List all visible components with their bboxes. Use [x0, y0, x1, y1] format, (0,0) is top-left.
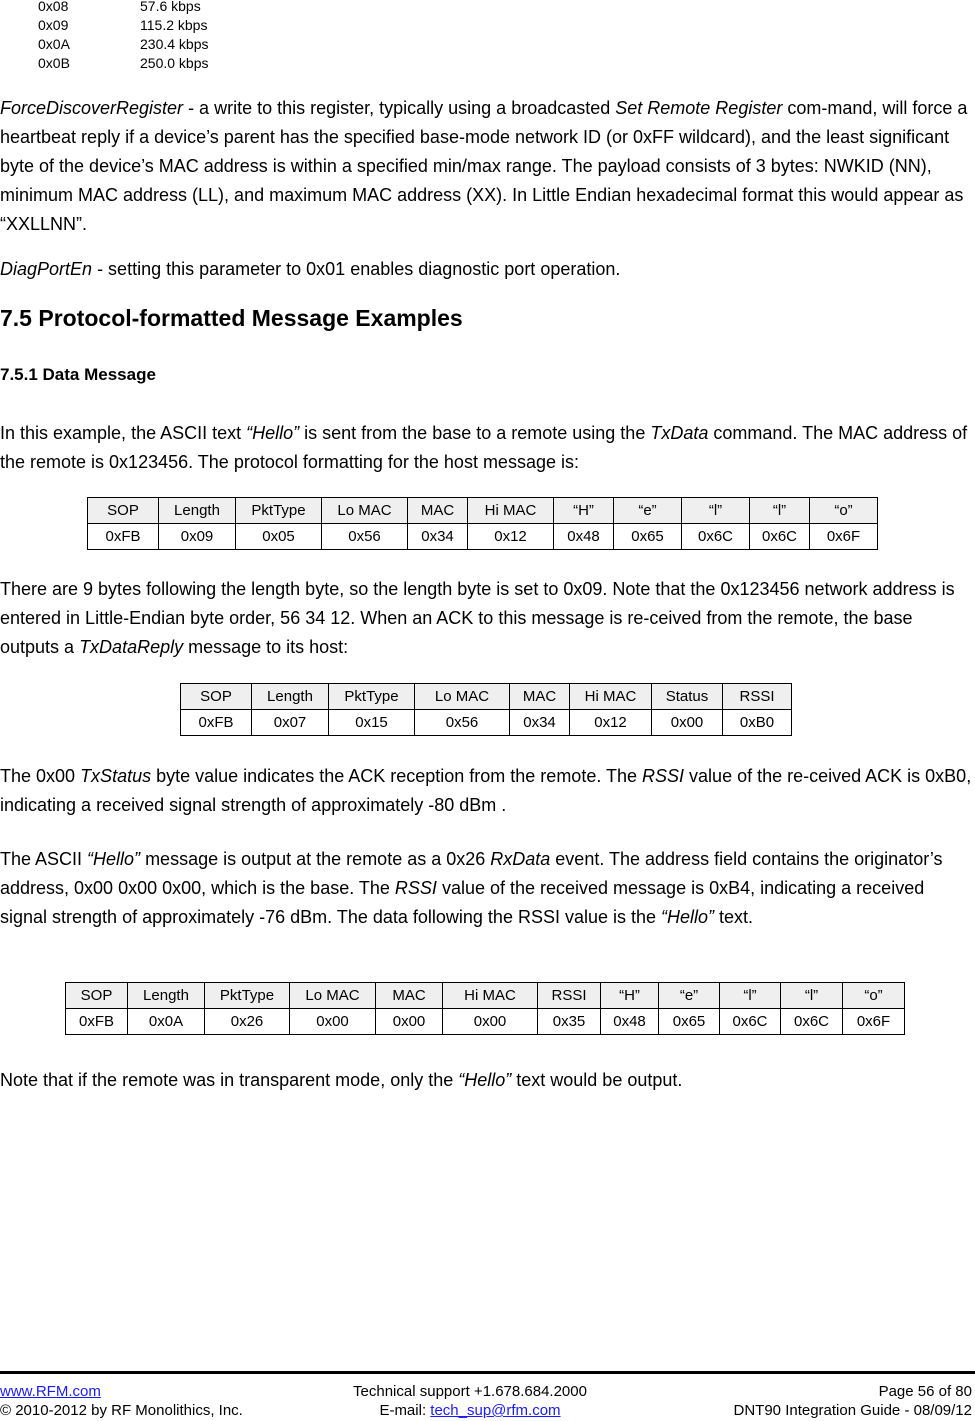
header-cell: Status: [652, 684, 723, 710]
baud-code: 0x08: [38, 0, 69, 14]
header-cell: MAC: [408, 498, 468, 524]
paragraph-txstatus: [0, 762, 972, 820]
text: - a write to this register, typically using a broadcasted: [183, 98, 616, 118]
header-cell: Hi MAC: [468, 498, 554, 524]
header-cell: “H”: [554, 498, 614, 524]
copyright: © 2010-2012 by RF Monolithics, Inc.: [0, 1402, 243, 1419]
header-cell: “e”: [614, 498, 682, 524]
value-cell: 0x48: [554, 524, 614, 550]
website-link[interactable]: www.RFM.com: [0, 1383, 101, 1400]
value-cell: 0x15: [329, 710, 415, 736]
baud-code: 0x09: [38, 17, 69, 33]
term-force-discover-register: ForceDiscoverRegister: [0, 98, 184, 118]
support-phone: Technical support +1.678.684.2000: [353, 1383, 587, 1400]
hello-quote: “Hello”: [458, 1070, 512, 1090]
header-cell: Lo MAC: [290, 983, 376, 1009]
term-rssi: RSSI: [642, 766, 685, 786]
rxdata-packet-table: [65, 982, 905, 1035]
baud-row: [38, 34, 209, 54]
hello-quote: “Hello”: [87, 849, 141, 869]
footer-left: [0, 1382, 243, 1420]
header-cell: “e”: [659, 983, 720, 1009]
baud-row: [38, 53, 209, 73]
text: event. The address field contains the originator’s address, 0x00 0x00 0x00, which is the base. The: [0, 849, 943, 898]
txdata-packet-table: [87, 497, 878, 550]
text: In this example, the ASCII text: [0, 423, 247, 443]
value-cell: 0xFB: [66, 1009, 128, 1035]
header-cell: PktType: [329, 684, 415, 710]
baud-rate: 115.2 kbps: [140, 17, 208, 33]
text: com-mand, will force a heartbeat reply if a device’s parent has the specified base-mode network ID (or 0xFF wildcard), and the least significant byte of the device’s MAC address is within a specified min/max range. The payload consists of 3 bytes: NWKID (NN), minimum MAC address (LL), and maximum MAC address (XX). In Little Endian hexadecimal format this would appear as “XXLLNN”.: [0, 98, 968, 234]
text: message to its host:: [183, 637, 349, 657]
diag-port-paragraph: [0, 255, 972, 284]
value-cell: 0x65: [614, 524, 682, 550]
value-cell: 0x00: [376, 1009, 443, 1035]
subsection-title: 7.5.1 Data Message: [0, 365, 156, 384]
baud-row: [38, 0, 201, 16]
paragraph-length-explanation: [0, 575, 972, 662]
email-link[interactable]: tech_sup@rfm.com: [430, 1402, 561, 1419]
value-cell: 0x26: [205, 1009, 290, 1035]
paragraph-transparent-mode: [0, 1066, 972, 1095]
email-label: E-mail:: [379, 1402, 431, 1419]
value-cell: 0xB0: [723, 710, 792, 736]
text: Note that if the remote was in transparent mode, only the: [0, 1070, 459, 1090]
header-cell: Lo MAC: [415, 684, 510, 710]
value-cell: 0x56: [415, 710, 510, 736]
header-cell: MAC: [376, 983, 443, 1009]
value-cell: 0x35: [538, 1009, 601, 1035]
header-cell: Hi MAC: [570, 684, 652, 710]
table-value-row: [181, 710, 792, 736]
baud-rate: 250.0 kbps: [140, 55, 209, 71]
table-header-row: [66, 983, 905, 1009]
guide-title: DNT90 Integration Guide - 08/09/12: [733, 1402, 972, 1419]
value-cell: 0x12: [468, 524, 554, 550]
header-cell: PktType: [205, 983, 290, 1009]
table-value-row: [88, 524, 878, 550]
value-cell: 0xFB: [88, 524, 159, 550]
value-cell: 0x34: [408, 524, 468, 550]
value-cell: 0x6F: [810, 524, 878, 550]
baud-row: [38, 15, 207, 35]
header-cell: RSSI: [723, 684, 792, 710]
text: text would be output.: [511, 1070, 683, 1090]
value-cell: 0x00: [652, 710, 723, 736]
value-cell: 0x00: [290, 1009, 376, 1035]
paragraph-intro: [0, 419, 972, 477]
text: text.: [714, 907, 754, 927]
header-cell: MAC: [510, 684, 570, 710]
term-txstatus: TxStatus: [80, 766, 152, 786]
text: is sent from the base to a remote using the: [299, 423, 651, 443]
header-cell: Lo MAC: [322, 498, 408, 524]
header-cell: “H”: [601, 983, 659, 1009]
header-cell: “l”: [750, 498, 810, 524]
term-diag-port-en: DiagPortEn: [0, 259, 93, 279]
value-cell: 0x12: [570, 710, 652, 736]
text: command. The MAC address of the remote is 0x123456. The protocol formatting for the host message is:: [0, 423, 968, 472]
value-cell: 0x05: [236, 524, 322, 550]
table-value-row: [66, 1009, 905, 1035]
baud-rate: 230.4 kbps: [140, 36, 209, 52]
footer-center: [330, 1382, 610, 1420]
page-number: Page 56 of 80: [878, 1383, 972, 1400]
header-cell: “o”: [843, 983, 905, 1009]
value-cell: 0x00: [443, 1009, 538, 1035]
term-txdatareply: TxDataReply: [79, 637, 184, 657]
text: The 0x00: [0, 766, 81, 786]
text: The ASCII: [0, 849, 88, 869]
header-cell: Length: [252, 684, 329, 710]
header-cell: “l”: [781, 983, 843, 1009]
text: There are 9 bytes following the length byte, so the length byte is set to 0x09. Note that the 0x123456 network address is entered in Little-Endian byte order, 56 34 12. When an ACK to this message is re-ceived from the remote, the base outputs a: [0, 579, 955, 657]
value-cell: 0x09: [159, 524, 236, 550]
value-cell: 0x0A: [128, 1009, 205, 1035]
term-set-remote-register: Set Remote Register: [615, 98, 783, 118]
table-header-row: [181, 684, 792, 710]
header-cell: SOP: [66, 983, 128, 1009]
term-txdata: TxData: [650, 423, 709, 443]
header-cell: RSSI: [538, 983, 601, 1009]
value-cell: 0x34: [510, 710, 570, 736]
value-cell: 0x6C: [720, 1009, 781, 1035]
text: byte value indicates the ACK reception from the remote. The: [151, 766, 643, 786]
header-cell: PktType: [236, 498, 322, 524]
text: value of the re-ceived ACK is 0xB0, indicating a received signal strength of approximately -80 dBm .: [0, 766, 972, 815]
header-cell: Hi MAC: [443, 983, 538, 1009]
value-cell: 0x6C: [682, 524, 750, 550]
value-cell: 0x48: [601, 1009, 659, 1035]
baud-code: 0x0A: [38, 36, 70, 52]
text: message is output at the remote as a 0x26: [140, 849, 491, 869]
term-rssi: RSSI: [394, 878, 437, 898]
text: value of the received message is 0xB4, indicating a received signal strength of approximately -76 dBm. The data following the RSSI value is the: [0, 878, 925, 927]
header-cell: “o”: [810, 498, 878, 524]
header-cell: SOP: [181, 684, 252, 710]
header-cell: Length: [128, 983, 205, 1009]
header-cell: “l”: [682, 498, 750, 524]
baud-code: 0x0B: [38, 55, 70, 71]
force-discover-paragraph: [0, 94, 972, 239]
value-cell: 0x07: [252, 710, 329, 736]
term-rxdata: RxData: [490, 849, 551, 869]
paragraph-rxdata: [0, 845, 972, 932]
txdatareply-packet-table: [180, 683, 792, 736]
footer-right: [734, 1382, 972, 1420]
value-cell: 0x6C: [781, 1009, 843, 1035]
value-cell: 0x6F: [843, 1009, 905, 1035]
hello-quote: “Hello”: [661, 907, 715, 927]
text: - setting this parameter to 0x01 enables diagnostic port operation.: [92, 259, 621, 279]
header-cell: “l”: [720, 983, 781, 1009]
header-cell: SOP: [88, 498, 159, 524]
header-cell: Length: [159, 498, 236, 524]
value-cell: 0xFB: [181, 710, 252, 736]
value-cell: 0x6C: [750, 524, 810, 550]
value-cell: 0x65: [659, 1009, 720, 1035]
hello-quote: “Hello”: [246, 423, 300, 443]
baud-rate: 57.6 kbps: [140, 0, 201, 14]
footer-divider: [0, 1371, 975, 1374]
value-cell: 0x56: [322, 524, 408, 550]
table-header-row: [88, 498, 878, 524]
section-title: 7.5 Protocol-formatted Message Examples: [0, 305, 463, 331]
